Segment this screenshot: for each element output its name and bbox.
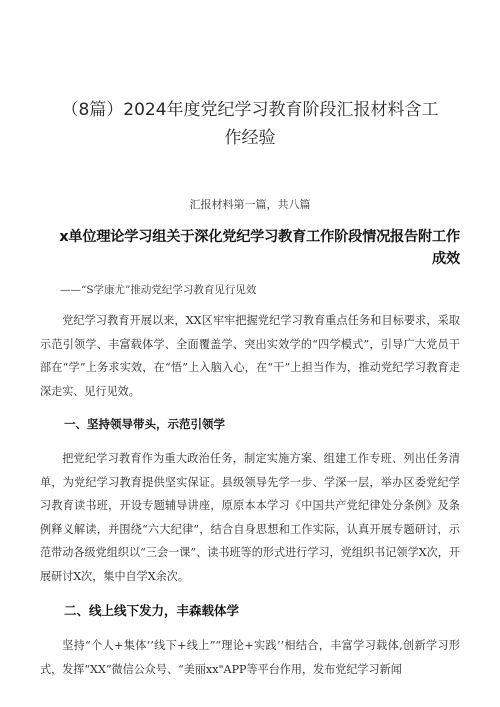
subheading-online-offline: 二、线上线下发力，丰森载体学 [64,603,240,618]
paragraph-online-offline: 坚持“个人+集体’’线下+线上”“理论+实践’’相结合，丰富学习载体,创新学习形式，发挥“XX”微信公众号、“美丽xx"APP等平台作用，发布党纪学习新闻 [40,639,460,676]
document-title-line: 作经验 [224,128,276,148]
paragraph-leadership: 把党纪学习教育作为重大政治任务，制定实施方案、组建工作专班、列出任务清单，为党纪学习教育提供坚实保证。县级领导先学一步、学深一层，举办区委党纪学习教育读书班，开设专题辅导讲座，原原本本学习《中国共产党纪律处分条例》及条例释义解读，并围绕“六大纪律”，结合自身思想和工作实际，认真开展专题研讨，示范带动各级党组织以“三会一课”、读书班等的形式进行学习，党组织书记领学X次，开展研讨X次，集中自学X余次。 [40,452,460,583]
document-title [40,0,460,152]
subheading-leadership: 一、坚持领导带头，示范引领学 [64,417,225,431]
document-title-line: （8篇）2024年度党纪学习教育阶段汇报材料含工 [61,100,439,120]
part-label: 汇报材料第一篇，共八篇 [189,198,311,211]
paragraph-intro: 党纪学习教育开展以来，XX区牢牢把握党纪学习教育重点任务和目标要求，采取示范引领学、丰富载体学、全面覆盖学、突出实效学的“四学模式”，引导广大党员干部在“学”上务求实效，在“悟”上入脑入心，在“干”上担当作为，推动党纪学习教育走深走实、见行见效。 [40,314,460,398]
byline: ——“S学康尤”推动党纪学习教育见行见效 [60,284,257,296]
section-heading-line: x单位理论学习组关于深化党纪学习教育工作阶段情况报告附工作 [59,229,460,245]
section-heading [40,226,460,270]
section-heading-line: 成效 [432,251,460,267]
